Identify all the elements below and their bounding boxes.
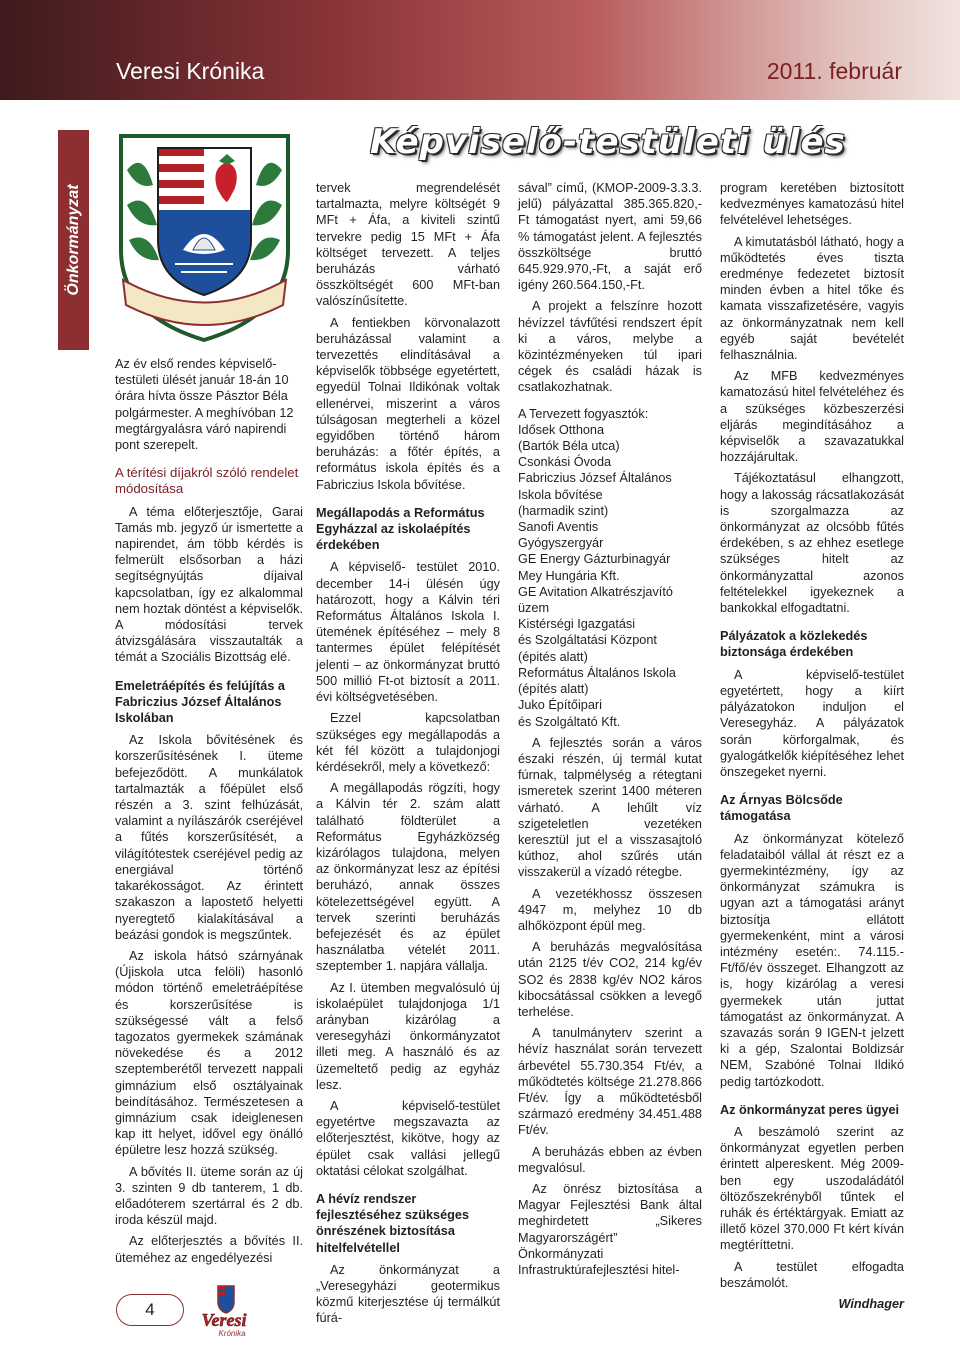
paragraph: A testület elfogadta beszámolót. (720, 1259, 904, 1290)
list-item: Sanofi Aventis (518, 520, 599, 535)
footer-logo-subtext: Krónika (218, 1329, 246, 1338)
list-item: Fabriczius József Általános Iskola bővítése (518, 471, 672, 502)
list-item: (harmadik szint) (518, 503, 609, 518)
paragraph: A beszámoló szerint az önkormányzat egyetlen perben érintett alpereskent. Még 2009-ben egy uszodaládától öltözőszekrényből tűntek el ruhák és értéktárgyak. Emiatt az illető közel 370.000 Ft kért kíván megtéríttetni. (720, 1124, 904, 1253)
paragraph: A megállapodás rögzíti, hogy a Kálvin tér 2. szám alatt található földterület a Református Egyházközség kizárólagos tulajdona, melyen az önkormányzat lesz az építési beruházó, annak összes kötelezettségével együtt. A tervek szerinti beruházás befejezését és az épület használatba vételét 2011. szeptember 1. napjára vállalja. (316, 781, 500, 974)
consumers-list (518, 422, 702, 730)
paragraph: A képviselő-testület egyetértve megszavazta az előterjesztést, kikötve, hogy az épület csak vallási jellegű oktatási célokat szolgálhat. (316, 1098, 500, 1178)
list-item: Református Általános Iskola (518, 665, 676, 680)
footer-logo (184, 1282, 264, 1338)
paragraph: A kimutatásból látható, hogy a működtetés éves tiszta eredménye fedezetet biztosít minden évben a hitel tőke és kamata visszafizetésére, vagyis az önkormányzatnak nem kell egyéb saját bevételét felhasználnia. (720, 234, 904, 363)
column-4 (720, 180, 904, 1312)
column-1 (115, 356, 303, 1271)
paragraph: A projekt a felszínre hozott hévízzel távfűtési rendszert épít ki a város, melybe a közintézményeken túl ipari cégek és családi házak is csatlakozhatnak. (518, 299, 702, 395)
list-item: GE Avitation Alkatrészjavító üzem (518, 584, 673, 616)
paragraph: A beruházás ebben az évben megvalósul. (518, 1144, 702, 1175)
paragraph: A fejlesztés során a város északi részén, új termál kutat fúrnak, talpmélység a rétegtani ismeretek szerint 1400 méteren várható. A lehűlt víz szigeteletlen vezetéken keresztül jut el a visszasajtoló kúthoz, ahol szűrés után visszakerül a vízadó rétegbe. (518, 735, 702, 880)
subheading-traffic-safety: Pályázatok a közlekedés biztonsága érdekében (720, 629, 868, 660)
paragraph: A tanulmányterv szerint a hévíz használat során tervezett árbevétel 55.730.354 Ft/év, a működtetés költsége 21.278.866 Ft/év. Így a működtetésből származó eredmény 34.451.488 Ft/év. (518, 1026, 702, 1138)
paragraph: A fentiekben körvonalazott beruházással valamint a tervezettés elindításával a képviselők többsége egyetértett, egyedül Tolnai Ildikónak voltak ellenérvei, miszerint a város túlságosan megterheli a közel egyidőben történő három beruházás: a főtér építés, a református iskola építés és a Fabriczius Iskola bővítése. (316, 315, 500, 492)
consumers-list-title: A Tervezett fogyasztók: (518, 406, 649, 421)
paragraph: A téma előterjesztője, Garai Tamás mb. jegyző úr ismertette a napirendet, ám több kérdés is felmerült elsősorban a házi segítségnyújtás díjaival kapcsolatban, így ez alkalommal nem hoztak döntést a képviselők. A módosítási tervek átvizsgálására visszautalták a témát a Szociális Bizottság elé. (115, 504, 303, 665)
subheading-nursery: Az Árnyas Bölcsőde támogatása (720, 793, 843, 824)
paragraph: Az önrész biztosítása a Magyar Fejlesztési Bank által meghirdetett „Sikeres Magyarországért” Önkormányzati Infrastruktúrafejlesztési hitel- (518, 1181, 702, 1277)
list-item: Mey Hungária Kft. (518, 568, 620, 583)
paragraph: Ezzel kapcsolatban szükséges egy megállapodás a két fél között a tulajdonjogi kérdésekről, mely a következő: (316, 711, 500, 774)
list-item: Juko Építőipari (518, 698, 602, 713)
paragraph: A vezetékhossz összesen 4947 m, melyhez 10 db alhőközpont épül meg. (518, 886, 702, 933)
list-item: Kistérségi Igazgatási (518, 617, 636, 632)
paragraph: sával” című, (KMOP-2009-3.3.3. jelű) pályázattal 385.365.820,- Ft támogatást nyert, ami 59,66 % támogatást jelent. A fejlesztés összköltsége bruttó 645.929.970,-Ft, a saját erő igény 260.564.150,-Ft. (518, 181, 702, 293)
paragraph: Tájékoztatásul elhangzott, hogy a lakosság rácsatlakozását is szorgalmazza az önkormányzat az olcsóbb fűtés érdekében, s az ehhez esetlege szükséges hitelt az önkormányzattal azonos feltételekkel igyekeznek a bankokkal elfogadtatni. (720, 471, 904, 616)
paragraph: tervek megrendelését tartalmazta, melyre költségét 9 MFt + Áfa, a kiviteli szintű tervekre pedig 15 MFt + Áfa költséget tervezett. A teljes beruházás várható összköltségét 600 MFt-ban valószínűsítette. (316, 181, 500, 309)
paragraph: Az önkormányzat a „Veresegyházi geotermikus közmű kiterjesztése új termálkút fúrá- (316, 1262, 500, 1326)
list-item: Gyógyszergyár (518, 536, 604, 551)
list-item: (építés alatt) (518, 682, 589, 697)
list-item: Idősek Otthona (518, 422, 605, 437)
paragraph: Az Iskola bővítésének és korszerűsítésének I. üteme befejeződött. A munkálatok tartalmazták a főépület első részén a 3. szint felhúzását, valamint a nyílászárók cseréjével a fűtés korszerűsítését, a világítótestek cseréjével pedig az energiával történő takarékosságot. Az érintett szakaszon a lapostető helyetti nyeregtető kialakításával a beázási gondok is megszűntek. (115, 733, 303, 942)
intro-paragraph: Az év első rendes képviselő-testületi ülését január 18-án 10 órára hívta össze Pásztor Béla polgármester. A meghívóban 12 megtárgyalásra váró napirendi pont szerepelt. (115, 357, 294, 453)
subheading-school-extension: Emeletráépítés és felújítás a Fabriczius József Általános Iskolában (115, 678, 285, 726)
issue-date: 2011. február (766, 58, 902, 84)
paragraph: Az önkormányzat kötelező feladataiból vállal át részt ez a gyermekintézmény, így az önkormányzat számukra is ugyan azt a támogatási arányt biztosítja ellátott gyermekenként, mint a városi intézmény esetén:. 74.115.- Ft/fő/év összeget. Elhangzott az is, hogy kizárólag a veresi gyermekek után juttat támogatást az önkormányzat. A szavazás során 9 IGEN-t jelzett ki a gép, Szalontai Boldizsár NEM, Szabóné Tolnai Ildikó pedig tartózkodott. (720, 831, 904, 1089)
publication-title: Veresi Krónika (116, 58, 265, 84)
list-item: (épités alatt) (518, 649, 588, 664)
paragraph: Az I. ütemben megvalósuló új iskolaépület tulajdonjoga 1/1 arányban kizárólag a veresegyházi önkormányzatot illeti meg. A használó és az üzemeltető pedig az egyház lesz. (316, 980, 500, 1092)
column-2 (316, 180, 500, 1332)
list-item: (Bartók Béla utca) (518, 439, 620, 454)
paragraph: Az előterjesztés a bővítés II. üteméhez az engedélyezési (115, 1234, 303, 1265)
paragraph: program keretében biztosított kedvezményes kamatozású hitel felvételével lehetséges. (720, 181, 904, 228)
page-header (0, 0, 960, 100)
paragraph: A beruházás megvalósítása után 2125 t/év CO2, 214 kg/év SO2 és 2838 kg/év NO2 káros kibocsátással csökken a levegő terhelése. (518, 940, 702, 1019)
veresi-kronika-logo-icon (184, 1282, 264, 1338)
coat-of-arms-icon (113, 130, 296, 345)
author-signature: Windhager (838, 1297, 904, 1311)
list-item: és Szolgáltató Kft. (518, 714, 621, 729)
list-item: és Szolgáltatási Központ (518, 633, 657, 648)
coat-of-arms-logo (113, 130, 296, 345)
subheading-lawsuits: Az önkormányzat peres ügyei (720, 1102, 900, 1117)
paragraph: A képviselő- testület 2010. december 14-i ülésén úgy határozott, hogy a Kálvin téri Református Általános Iskola I. ütemének építéséhez – mely 8 tantermes épület felépítését jelenti – az önkormányzat bruttó 500 millió Ft-ot biztosít a 2011. évi költségvetésében. (316, 560, 500, 705)
paragraph: Az MFB kedvezményes kamatozású hitel felvételéhez és a szükséges közbeszerzési eljárás megindításához a képviselők a szavazatukkal hozzájárultak. (720, 369, 904, 465)
section-tab (58, 130, 89, 350)
paragraph: Az iskola hátsó szárnyának (Újiskola utca felöli) hasonló módon történő emeletráépítése és korszerűsítése is szükségessé vált a felső tagozatos gyermekek számának növekedése és a 2012 szeptemberétől tervezett nappali gimnázium első osztályainak beindításához. Természetesen a gimnázium csak ideiglenesen kap itt helyet, idővel egy önálló épületre lesz hozzá szükség. (115, 948, 303, 1158)
page-number: 4 (116, 1294, 184, 1326)
paragraph: A bővítés II. üteme során az új 3. szinten 9 db tanterem, 1 db. előadóterem szertárral és 2 db. iroda készül majd. (115, 1164, 303, 1228)
footer-logo-text: Veresi (201, 1310, 247, 1330)
article-headline: Képviselő-testületi ülés (370, 122, 846, 162)
column-3 (518, 180, 702, 1283)
list-item: GE Energy Gázturbinagyár (518, 552, 671, 567)
subheading-thermal-water: A hévíz rendszer fejlesztéséhez szükséges önrészének biztosítása hitelfelvétellel (316, 1191, 470, 1255)
subheading-fees: A térítési díjakról szóló rendelet módosítása (115, 465, 299, 497)
section-label: Önkormányzat (64, 184, 82, 296)
paragraph: A képviselő-testület egyetértett, hogy a kiírt pályázatokon induljon el Veresegyház. A pályázatok során körforgalmak, és gyalogátkelők kiépítéséhez lehet önszegeket nyerni. (720, 667, 904, 779)
list-item: Csonkási Óvoda (518, 455, 612, 470)
subheading-reformed-church: Megállapodás a Református Egyházzal az iskolaépítés érdekében (316, 505, 485, 553)
